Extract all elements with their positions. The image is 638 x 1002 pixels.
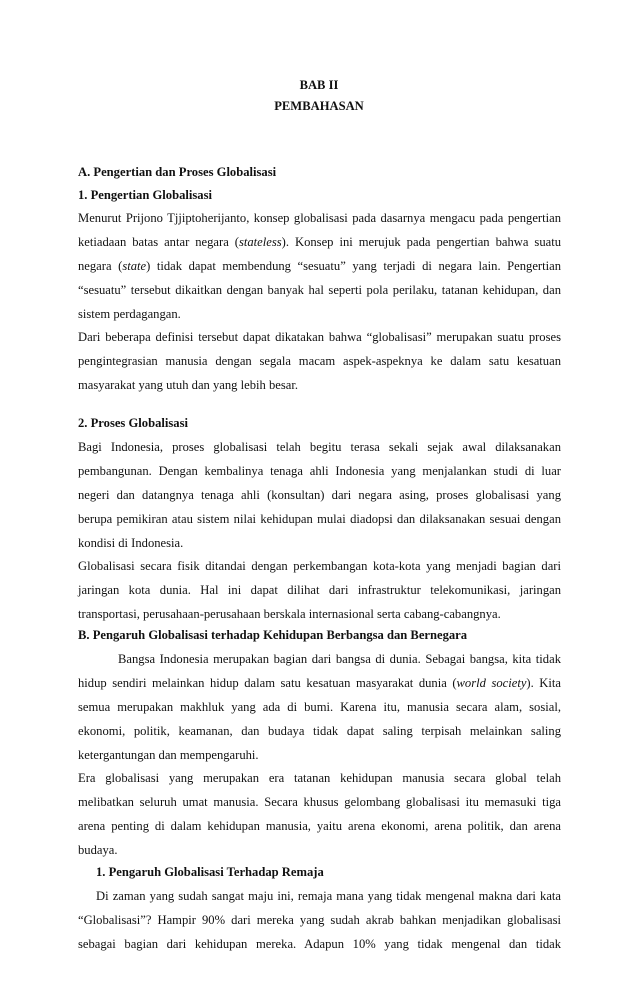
paragraph-line: semua merupakan makhluk yang ada di bumi. Karena itu, manusia secara alam, sosial, xyxy=(78,700,561,714)
paragraph-line: Era globalisasi yang merupakan era tatanan kehidupan manusia secara global telah xyxy=(78,771,561,785)
paragraph-line: “Globalisasi”? Hampir 90% dari mereka yang sudah akrab bahkan menjadikan globalisasi xyxy=(78,913,561,927)
paragraph-line: transportasi, perusahaan-perusahaan berskala internasional serta cabang-cabangnya. xyxy=(78,607,501,621)
chapter-title: PEMBAHASAN xyxy=(274,99,364,113)
chapter-label: BAB II xyxy=(299,78,339,92)
paragraph-line: budaya. xyxy=(78,843,118,857)
paragraph-line: Bangsa Indonesia merupakan bagian dari bangsa di dunia. Sebagai bangsa, kita tidak xyxy=(118,652,561,666)
paragraph-line: melibatkan seluruh umat manusia. Secara khusus gelombang globalisasi itu memasuki tiga xyxy=(78,795,561,809)
paragraph-line: Di zaman yang sudah sangat maju ini, remaja mana yang tidak mengenal makna dari kata xyxy=(96,889,561,903)
paragraph-line: jaringan kota dunia. Hal ini dapat dilihat dari infrastruktur telekomunikasi, jaringan xyxy=(78,583,561,597)
paragraph-line: ketergantungan dan mempengaruhi. xyxy=(78,748,259,762)
paragraph-line: pembangunan. Dengan kembalinya tenaga ahli Indonesia yang menjalankan studi di luar xyxy=(78,464,561,478)
paragraph-line: sebagai bagian dari kehidupan mereka. Adapun 10% yang tidak mengenal dan tidak xyxy=(78,937,561,951)
paragraph-line: negara (state) tidak dapat membendung “sesuatu” yang terjadi di negara lain. Pengertian xyxy=(78,259,561,273)
section-a-heading: A. Pengertian dan Proses Globalisasi xyxy=(78,165,277,179)
paragraph-line: berupa pemikiran atau sistem nilai kehidupan mulai diadopsi dan dilaksanakan sesuai dengan xyxy=(78,512,561,526)
paragraph-line: Bagi Indonesia, proses globalisasi telah begitu terasa sekali sejak awal dilaksanakan xyxy=(78,440,561,454)
paragraph-line: sistem perdagangan. xyxy=(78,307,181,321)
subsection-a2-heading: 2. Proses Globalisasi xyxy=(78,416,188,430)
subsection-a1-heading: 1. Pengertian Globalisasi xyxy=(78,188,212,202)
paragraph-line: ekonomi, politik, keamanan, dan budaya tidak dapat saling terpisah melainkan saling xyxy=(78,724,561,738)
paragraph-line: ketiadaan batas antar negara (stateless). Konsep ini merujuk pada pengertian bahwa suatu xyxy=(78,235,562,249)
paragraph-line: “sesuatu” tersebut dikaitkan dengan banyak hal seperti pola perilaku, tatanan kehidupan, dan xyxy=(78,283,561,297)
paragraph-line: masyarakat yang utuh dan yang lebih besar. xyxy=(78,378,298,392)
paragraph-line: arena penting di dalam kehidupan manusia, yaitu arena ekonomi, arena politik, dan arena xyxy=(78,819,561,833)
paragraph-line: negeri dan datangnya tenaga ahli (konsultan) dari negara asing, proses globalisasi yang xyxy=(78,488,561,502)
paragraph-line: Globalisasi secara fisik ditandai dengan perkembangan kota-kota yang menjadi bagian dari xyxy=(78,559,561,573)
paragraph-line: pengintegrasian manusia dengan segala macam aspek-aspeknya ke dalam satu kesatuan xyxy=(78,354,561,368)
paragraph-line: hidup sendiri melainkan hidup dalam satu kesatuan masyarakat dunia (world society). Kita xyxy=(78,676,561,690)
section-b-heading: B. Pengaruh Globalisasi terhadap Kehidupan Berbangsa dan Bernegara xyxy=(78,628,468,642)
paragraph-line: Dari beberapa definisi tersebut dapat dikatakan bahwa “globalisasi” merupakan suatu proses xyxy=(78,330,561,344)
subsection-b1-heading: 1. Pengaruh Globalisasi Terhadap Remaja xyxy=(96,865,324,879)
paragraph-line: Menurut Prijono Tjjiptoherijanto, konsep globalisasi pada dasarnya mengacu pada pengertian xyxy=(78,211,561,225)
paragraph-line: kondisi di Indonesia. xyxy=(78,536,184,550)
